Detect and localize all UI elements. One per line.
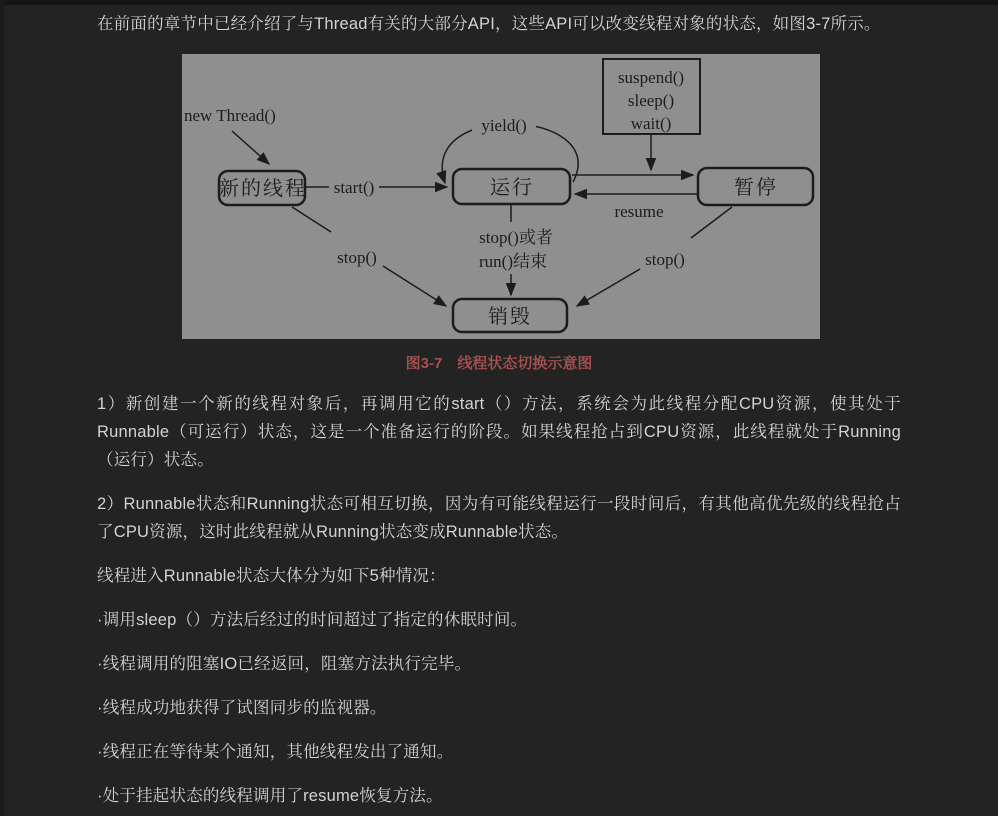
state-destroyed-label: 销毁: [488, 306, 532, 328]
suspend-label: suspend(): [617, 68, 685, 87]
sleep-label: sleep(): [627, 91, 675, 110]
stop-from-paused-label: stop(): [645, 250, 685, 269]
bullet-resume: ·处于挂起状态的线程调用了resume恢复方法。: [97, 787, 443, 805]
window-top-edge: [0, 0, 998, 5]
state-new-thread-label: 新的线程: [219, 178, 307, 200]
resume-label: resume: [614, 202, 664, 221]
line-paused-to-destroyed-a: [691, 207, 732, 238]
bullet-sleep: ·调用sleep（）方法后经过的时间超过了指定的休眠时间。: [97, 611, 528, 629]
intro-paragraph: 在前面的章节中已经介绍了与Thread有关的大部分API，这些API可以改变线程对象的状态，如图3-7所示。: [97, 15, 881, 33]
state-paused-label: 暂停: [734, 177, 778, 199]
line-new-to-destroyed-a: [292, 207, 331, 232]
arrow-newthread-to-new: [232, 131, 269, 164]
wait-label: wait(): [630, 114, 672, 133]
stop-or-label-line2: run()结束: [479, 252, 547, 271]
arrow-new-to-destroyed: [383, 266, 446, 306]
arrow-paused-to-destroyed: [577, 269, 640, 306]
body-paragraph-3: 线程进入Runnable状态大体分为如下5种情况：: [97, 567, 446, 585]
body-paragraph-1: 1）新创建一个新的线程对象后，再调用它的start（）方法，系统会为此线程分配CPU资源，使其处于Runnable（可运行）状态，这是一个准备运行的阶段。如果线程抢占到CPU资源，此线程就处于Running（运行）状态。: [97, 395, 901, 469]
state-running-label: 运行: [490, 177, 534, 199]
bullet-blocking-io: ·线程调用的阻塞IO已经返回，阻塞方法执行完毕。: [97, 655, 472, 673]
bullet-notify: ·线程正在等待某个通知，其他线程发出了通知。: [97, 743, 454, 761]
yield-label: yield(): [481, 116, 527, 135]
body-paragraph-2: 2）Runnable状态和Running状态可相互切换，因为有可能线程运行一段时间后，有其他高优先级的线程抢占了CPU资源，这时此线程就从Running状态变成Runnable状态。: [97, 495, 901, 541]
start-label: start(): [333, 178, 375, 197]
bullet-monitor: ·线程成功地获得了试图同步的监视器。: [97, 699, 387, 717]
thread-state-diagram: [182, 54, 820, 339]
figure-caption: 图3-7 线程状态切换示意图: [405, 355, 593, 372]
window-left-edge: [0, 0, 4, 816]
stop-from-new-label: stop(): [337, 248, 377, 267]
new-thread-call-label: new Thread(): [184, 106, 276, 125]
stop-or-label-line1: stop()或者: [479, 228, 553, 247]
thread-state-diagram-svg: [182, 54, 820, 339]
